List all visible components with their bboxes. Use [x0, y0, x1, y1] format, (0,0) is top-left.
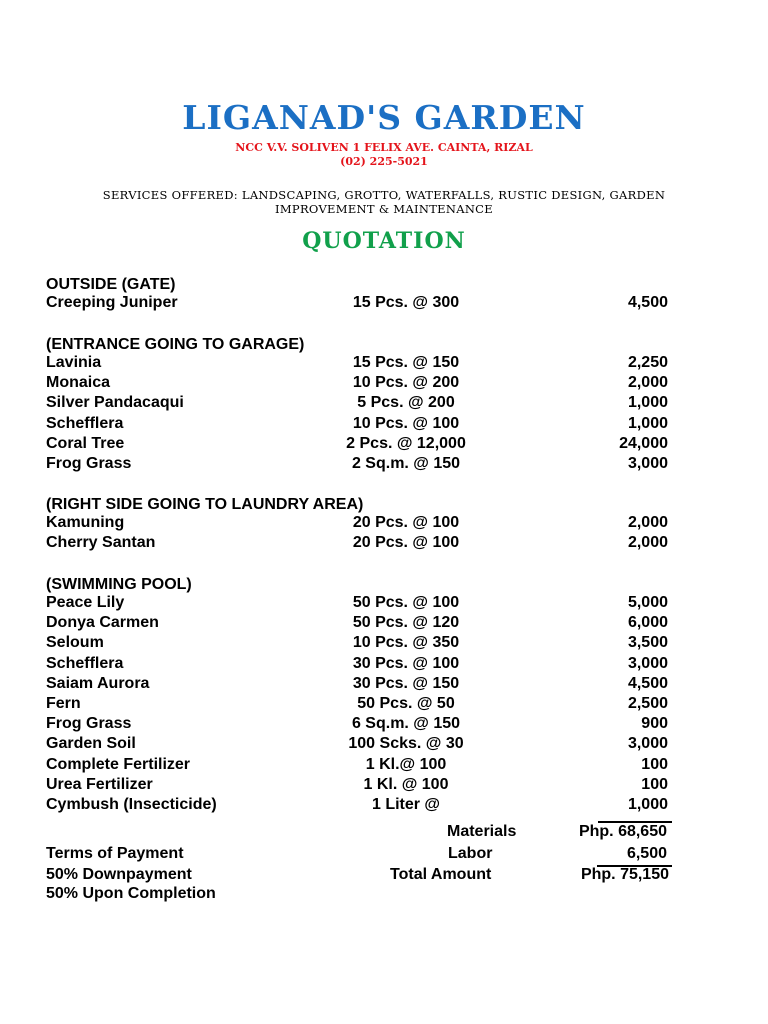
item-amount: 3,500 [627, 634, 668, 652]
item-quantity: 30 Pcs. @ 150 [352, 674, 460, 692]
item-row [0, 715, 768, 735]
materials-value: Php. 68,650 [578, 823, 667, 840]
labor-row [0, 845, 768, 865]
item-quantity: 50 Pcs. @ 120 [352, 614, 460, 632]
item-quantity: 6 Sq.m. @ 150 [351, 715, 461, 733]
services-offered: SERVICES OFFERED: LANDSCAPING, GROTTO, WATERFALLS, RUSTIC DESIGN, GARDEN IMPROVEMENT & MAINTENANCE [102, 188, 666, 216]
item-amount: 4,500 [627, 674, 668, 692]
item-name: Cherry Santan [46, 534, 156, 552]
item-row [0, 374, 768, 394]
item-quantity: 2 Sq.m. @ 150 [351, 455, 461, 472]
item-name: Coral Tree [46, 434, 125, 452]
terms-row [0, 885, 768, 905]
company-phone: (02) 225-5021 [340, 155, 428, 168]
item-amount: 6,000 [627, 614, 668, 632]
item-quantity: 1 Kl. @ 100 [363, 775, 449, 793]
labor-label: Labor [448, 845, 493, 862]
item-quantity: 2 Pcs. @ 12,000 [346, 434, 466, 452]
item-quantity: 15 Pcs. @ 150 [352, 354, 460, 371]
item-name: Monaica [46, 374, 111, 392]
item-amount: 2,500 [627, 695, 668, 712]
item-row [0, 776, 768, 796]
item-row [0, 756, 768, 776]
item-quantity: 50 Pcs. @ 100 [352, 594, 460, 611]
item-row [0, 735, 768, 755]
item-name: Seloum [46, 634, 104, 652]
item-name: Urea Fertilizer [46, 775, 153, 793]
item-name: Saiam Aurora [46, 674, 150, 692]
terms-heading: Terms of Payment [46, 845, 184, 862]
item-name: Lavinia [46, 354, 102, 371]
item-amount: 100 [641, 755, 668, 773]
item-row [0, 655, 768, 675]
item-amount: 2,250 [627, 354, 668, 371]
section-heading: (RIGHT SIDE GOING TO LAUNDRY AREA) [46, 496, 364, 513]
item-row [0, 514, 768, 534]
item-name: Kamuning [46, 514, 125, 531]
item-amount: 1,000 [627, 414, 668, 432]
item-quantity: 1 Liter @ [371, 796, 441, 813]
terms-completion: 50% Upon Completion [46, 885, 216, 902]
section-heading: (ENTRANCE GOING TO GARAGE) [46, 336, 305, 353]
item-row [0, 415, 768, 435]
item-name: Frog Grass [46, 455, 132, 472]
total-value: Php. 75,150 [580, 866, 669, 883]
section-heading: (SWIMMING POOL) [46, 576, 192, 593]
item-amount: 24,000 [619, 434, 668, 452]
item-amount: 2,000 [627, 534, 668, 552]
item-row [0, 695, 768, 715]
item-name: Garden Soil [46, 735, 136, 753]
item-row [0, 634, 768, 654]
materials-label: Materials [447, 823, 517, 840]
item-name: Frog Grass [46, 715, 132, 733]
item-quantity: 10 Pcs. @ 100 [352, 414, 460, 432]
item-row [0, 614, 768, 634]
item-quantity: 20 Pcs. @ 100 [352, 514, 460, 531]
item-quantity: 1 Kl.@ 100 [365, 755, 447, 773]
document-title: QUOTATION [302, 228, 466, 254]
terms-downpayment: 50% Downpayment [46, 866, 192, 883]
item-row [0, 594, 768, 614]
item-name: Creeping Juniper [46, 294, 178, 311]
item-name: Silver Pandacaqui [46, 394, 184, 412]
item-amount: 3,000 [627, 455, 668, 472]
item-quantity: 10 Pcs. @ 350 [352, 634, 460, 652]
item-name: Schefflera [46, 414, 124, 432]
item-quantity: 10 Pcs. @ 200 [352, 374, 460, 392]
item-row [0, 435, 768, 455]
item-quantity: 30 Pcs. @ 100 [352, 654, 460, 672]
company-address: NCC V.V. SOLIVEN 1 FELIX AVE. CAINTA, RIZAL [235, 141, 533, 154]
item-row [0, 796, 768, 816]
item-amount: 3,000 [627, 735, 668, 753]
company-name: LIGANAD'S GARDEN [182, 98, 586, 137]
item-name: Complete Fertilizer [46, 755, 191, 773]
item-amount: 1,000 [627, 796, 668, 813]
item-name: Schefflera [46, 654, 124, 672]
item-quantity: 20 Pcs. @ 100 [352, 534, 460, 552]
item-quantity: 5 Pcs. @ 200 [357, 394, 455, 412]
item-amount: 2,000 [627, 374, 668, 392]
total-label: Total Amount [390, 866, 492, 883]
item-name: Fern [46, 695, 81, 712]
item-amount: 4,500 [627, 294, 668, 311]
item-row [0, 294, 768, 314]
item-row [0, 354, 768, 374]
item-row [0, 534, 768, 554]
item-name: Cymbush (Insecticide) [46, 796, 217, 813]
labor-value: 6,500 [626, 845, 667, 862]
item-quantity: 50 Pcs. @ 50 [357, 695, 455, 712]
section-heading: OUTSIDE (GATE) [46, 276, 176, 293]
item-quantity: 15 Pcs. @ 300 [352, 294, 460, 311]
item-amount: 2,000 [627, 514, 668, 531]
item-amount: 3,000 [627, 654, 668, 672]
item-name: Donya Carmen [46, 614, 159, 632]
item-row [0, 394, 768, 414]
materials-row [0, 823, 768, 843]
item-row [0, 675, 768, 695]
item-name: Peace Lily [46, 594, 125, 611]
item-quantity: 100 Scks. @ 30 [348, 735, 464, 753]
item-amount: 100 [641, 775, 668, 793]
item-row [0, 455, 768, 475]
item-amount: 5,000 [627, 594, 668, 611]
total-row [0, 866, 768, 886]
item-amount: 900 [641, 715, 668, 733]
item-amount: 1,000 [627, 394, 668, 412]
